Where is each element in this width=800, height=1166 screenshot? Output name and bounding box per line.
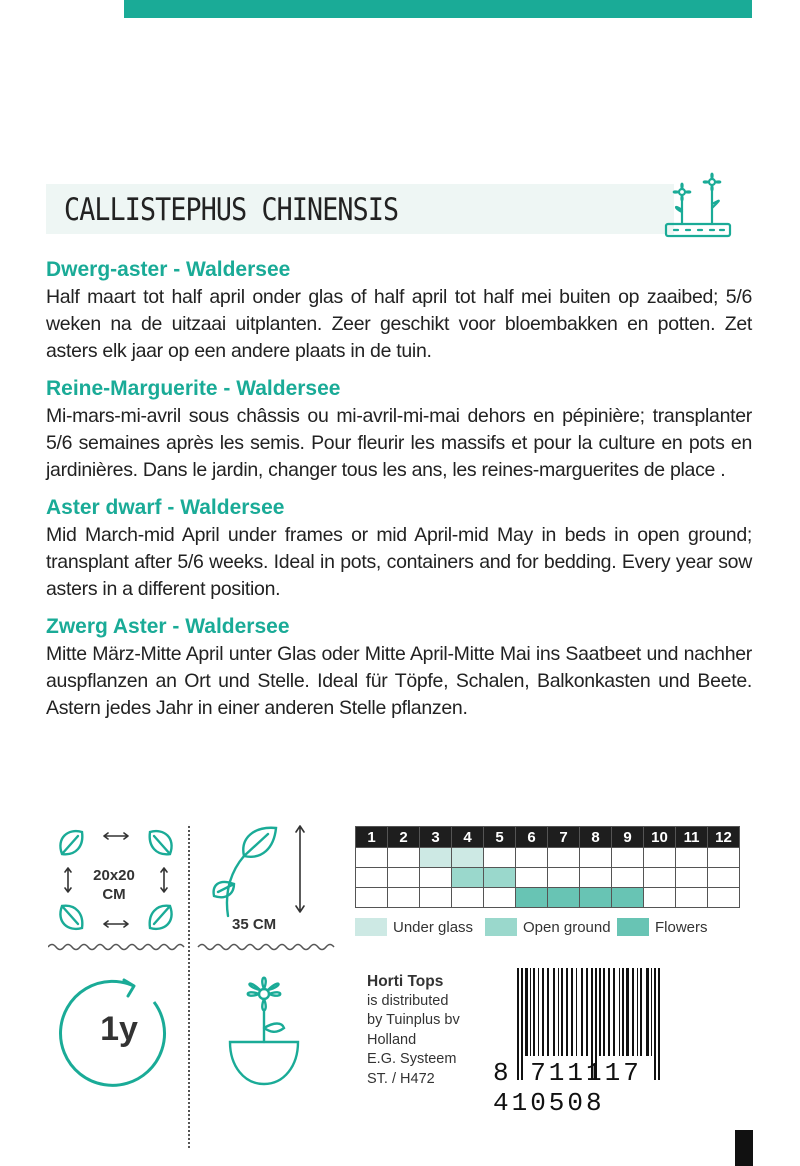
calendar-cell (516, 868, 548, 888)
barcode-bar (542, 968, 544, 1056)
calendar-cell (580, 868, 612, 888)
barcode-bar (533, 968, 535, 1056)
barcode-bar (558, 968, 559, 1056)
top-accent-bar (124, 0, 752, 18)
calendar-cell (420, 888, 452, 908)
brand-name: Horti Tops (367, 973, 444, 990)
barcode-bar (632, 968, 634, 1056)
corner-mark (735, 1130, 753, 1166)
month-label: 10 (644, 827, 676, 848)
barcode-bar (640, 968, 642, 1056)
calendar-cell (388, 868, 420, 888)
calendar-cell (484, 848, 516, 868)
month-label: 11 (676, 827, 708, 848)
section-heading: Reine-Marguerite - Waldersee (46, 377, 341, 400)
calendar-cell (420, 868, 452, 888)
calendar-cell (612, 848, 644, 868)
section-fr (46, 375, 752, 484)
distributor-line: ST. / H472 (367, 1070, 435, 1087)
legend-label: Open ground (523, 918, 611, 936)
legend-open-ground (485, 918, 611, 936)
calendar-cell (516, 888, 548, 908)
barcode-bar (553, 968, 555, 1056)
distributor-line: by Tuinplus bv (367, 1012, 460, 1028)
calendar-cell (548, 888, 580, 908)
calendar-row-open-ground (356, 868, 740, 888)
description-sections (46, 256, 752, 732)
section-nl (46, 256, 752, 365)
barcode-bar (576, 968, 577, 1056)
icon-grid-divider (188, 826, 190, 1148)
barcode-bar (608, 968, 610, 1056)
calendar-cell (644, 848, 676, 868)
calendar-cell (356, 888, 388, 908)
calendar-cell (612, 888, 644, 908)
month-label: 12 (708, 827, 740, 848)
section-body: Mitte März-Mitte April unter Glas oder Mitte April-Mitte Mai ins Saatbeet und nachher auspflanzen an Ort und Stelle. Ideal für Töpfe, Schalen, Balkonkasten und Beete. Astern jedes Jahr in einer anderen Stelle pflanzen. (46, 643, 752, 719)
calendar-cell (708, 888, 740, 908)
legend-label: Flowers (655, 918, 708, 936)
calendar-cell (580, 888, 612, 908)
section-heading: Dwerg-aster - Waldersee (46, 258, 291, 281)
calendar-cell (708, 868, 740, 888)
calendar-cell (452, 868, 484, 888)
barcode-bar (561, 968, 563, 1056)
month-label: 6 (516, 827, 548, 848)
calendar-cell (516, 848, 548, 868)
barcode-bar (637, 968, 638, 1056)
barcode-bar (571, 968, 573, 1056)
distributor-line: Holland (367, 1031, 417, 1048)
calendar-cell (580, 848, 612, 868)
calendar-cell (484, 868, 516, 888)
month-label: 2 (388, 827, 420, 848)
calendar-cell (388, 848, 420, 868)
plant-height-icon (210, 820, 320, 920)
calendar-cell (708, 848, 740, 868)
calendar-cell (548, 868, 580, 888)
month-label: 8 (580, 827, 612, 848)
calendar-row-under-glass (356, 848, 740, 868)
section-heading: Zwerg Aster - Waldersee (46, 615, 290, 638)
section-body: Mi-mars-mi-avril sous châssis ou mi-avril-mi-mai dehors en pépinière; transplanter 5/6 semaines après les semis. Pour fleurir les massifs et pour la culture en pots en jardinières. Dans le jardin, changer tous les ans, les reines-marguerites de place . (46, 405, 752, 481)
sowing-calendar (355, 826, 740, 908)
calendar-cell (612, 868, 644, 888)
distributor-line: E.G. Systeem (367, 1051, 457, 1067)
month-label: 3 (420, 827, 452, 848)
calendar-cell (676, 848, 708, 868)
barcode-bar (603, 968, 605, 1056)
barcode-bar (538, 968, 539, 1056)
calendar-header (356, 827, 740, 848)
legend-under-glass (355, 918, 473, 936)
page-title: CALLISTEPHUS CHINENSIS (64, 192, 399, 228)
calendar-cell (644, 888, 676, 908)
month-label: 1 (356, 827, 388, 848)
seedling-tray-icon (660, 168, 736, 246)
cycle-label: 1y (100, 1010, 138, 1048)
distributor-info (367, 972, 460, 1089)
calendar-cell (356, 848, 388, 868)
calendar-cell (676, 868, 708, 888)
barcode-bar (530, 968, 531, 1056)
barcode-bar (566, 968, 568, 1056)
month-label: 7 (548, 827, 580, 848)
wavy-divider (48, 942, 338, 952)
section-en (46, 494, 752, 603)
month-label: 5 (484, 827, 516, 848)
potted-flower-icon (214, 966, 314, 1090)
height-label: 35 CM (232, 916, 277, 933)
calendar-cell (548, 848, 580, 868)
month-label: 9 (612, 827, 644, 848)
calendar-cell (484, 888, 516, 908)
barcode-bar (525, 968, 528, 1056)
section-body: Half maart tot half april onder glas of half april tot half mei buiten op zaaibed; 5/6 weken na de uitzaai uitplanten. Zeer geschikt voor bloembakken en potten. Zet asters elk jaar op een andere plaats in de tuin. (46, 286, 752, 362)
legend-swatch (355, 918, 387, 936)
month-label: 4 (452, 827, 484, 848)
calendar-cell (452, 848, 484, 868)
barcode-bar (613, 968, 615, 1056)
legend-flowers (617, 918, 708, 936)
section-body: Mid March-mid April under frames or mid April-mid May in beds in open ground; transplant after 5/6 weeks. Ideal in pots, containers and for bedding. Every year sow asters in a different position. (46, 524, 752, 600)
legend-swatch (485, 918, 517, 936)
barcode-bar (651, 968, 652, 1056)
calendar-cell (644, 868, 676, 888)
barcode-bar (626, 968, 629, 1056)
calendar-cell (452, 888, 484, 908)
barcode-bar (599, 968, 601, 1056)
barcode-bar (622, 968, 624, 1056)
barcode-bar (547, 968, 549, 1056)
calendar-row-flowers (356, 888, 740, 908)
spacing-label: 20x20 CM (93, 867, 135, 903)
barcode-bar (581, 968, 583, 1056)
calendar-cell (388, 888, 420, 908)
barcode-bar (619, 968, 620, 1056)
barcode-bar (646, 968, 649, 1056)
section-de (46, 613, 752, 722)
section-heading: Aster dwarf - Waldersee (46, 496, 285, 519)
calendar-cell (356, 868, 388, 888)
legend-swatch (617, 918, 649, 936)
distributor-line: is distributed (367, 992, 449, 1009)
barcode-bar (586, 968, 588, 1056)
calendar-cell (676, 888, 708, 908)
legend-label: Under glass (393, 918, 474, 936)
calendar-cell (420, 848, 452, 868)
barcode-number: 8 711117 410508 (493, 1058, 642, 1118)
